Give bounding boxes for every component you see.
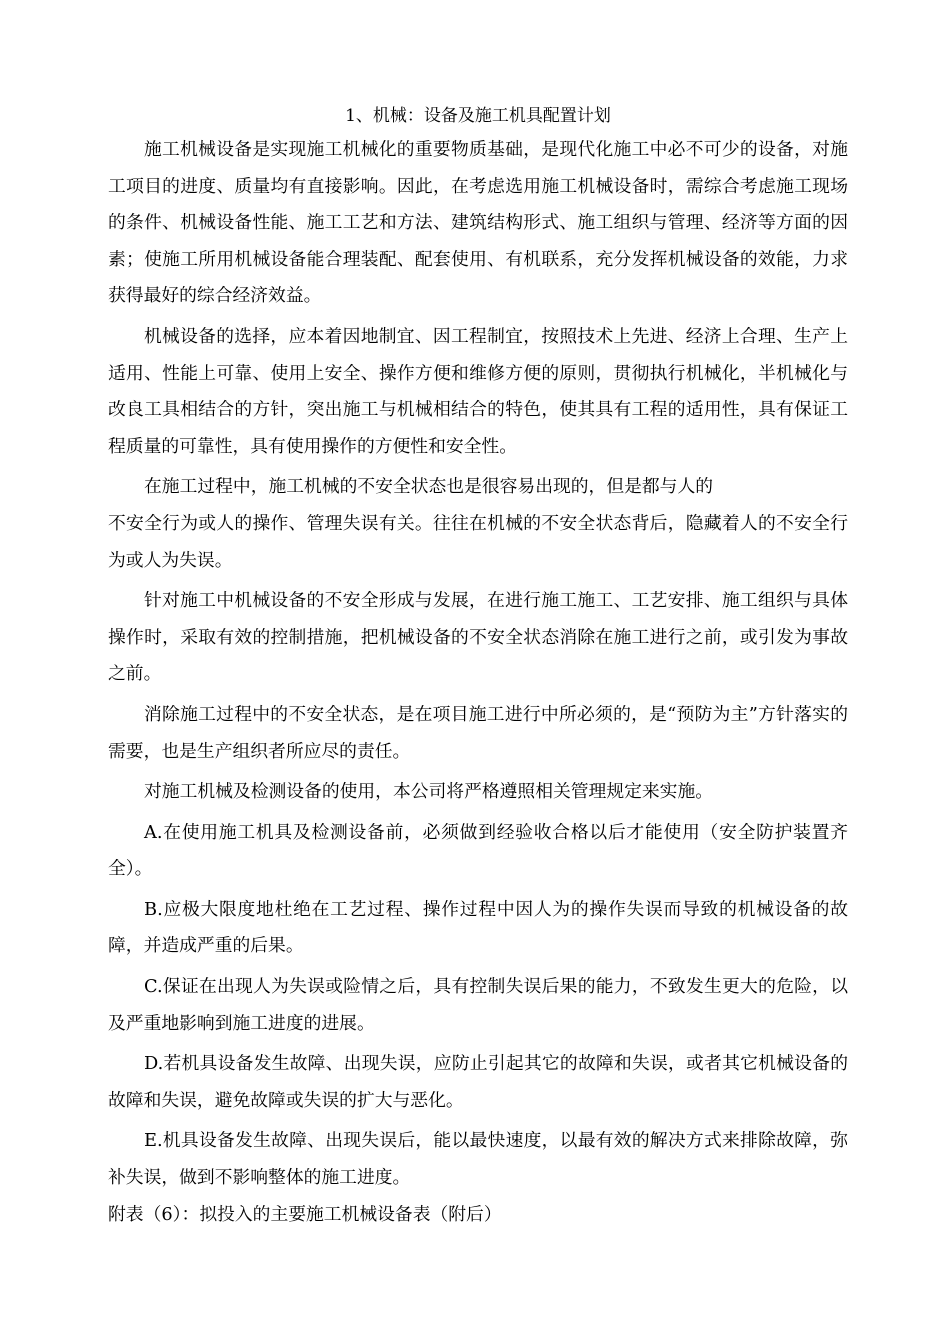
list-item-c: C.保证在出现人为失误或险情之后，具有控制失误后果的能力，不致发生更大的危险，以及严重地影响到施工进度的进展。 xyxy=(108,976,848,1034)
paragraph-unsafe-state-part1: 在施工过程中，施工机械的不安全状态也是很容易出现的，但是都与人的 xyxy=(144,476,714,498)
section-title: 1、机械：设备及施工机具配置计划 xyxy=(345,106,611,126)
list-item-e: E.机具设备发生故障、出现失误后，能以最快速度，以最有效的解决方式来排除故障，弥补失误，做到不影响整体的施工进度。 xyxy=(108,1130,848,1189)
paragraph-prevention: 消除施工过程中的不安全状态，是在项目施工进行中所必须的，是“预防为主”方针落实的需要，也是生产组织者所应尽的责任。 xyxy=(108,703,848,762)
paragraph-equipment-selection: 机械设备的选择，应本着因地制宜、因工程制宜，按照技术上先进、经济上合理、生产上适用、性能上可靠、使用上安全、操作方便和维修方便的原则，贯彻执行机械化，半机械化与改良工具相结合的方针，突出施工与机械相结合的特色，使其具有工程的适用性，具有保证工程质量的可靠性，具有使用操作的方便性和安全性。 xyxy=(108,325,848,457)
paragraph-equipment-importance: 施工机械设备是实现施工机械化的重要物质基础，是现代化施工中必不可少的设备，对施工项目的进度、质量均有直接影响。因此，在考虑选用施工机械设备时，需综合考虑施工现场的条件、机械设备性能、施工工艺和方法、建筑结构形式、施工组织与管理、经济等方面的因素；使施工所用机械设备能合理装配、配套使用、有机联系，充分发挥机械设备的效能，力求获得最好的综合经济效益。 xyxy=(108,139,848,307)
list-item-d: D.若机具设备发生故障、出现失误，应防止引起其它的故障和失误，或者其它机械设备的故障和失误，避免故障或失误的扩大与恶化。 xyxy=(108,1053,848,1111)
list-item-b: B.应极大限度地杜绝在工艺过程、操作过程中因人为的操作失误而导致的机械设备的故障，并造成严重的后果。 xyxy=(108,898,848,957)
list-item-a: A.在使用施工机具及检测设备前，必须做到经验收合格以后才能使用（安全防护装置齐全）。 xyxy=(108,821,848,880)
paragraph-usage-rules: 对施工机械及检测设备的使用，本公司将严格遵照相关管理规定来实施。 xyxy=(144,781,714,803)
paragraph-control-measures: 针对施工中机械设备的不安全形成与发展，在进行施工施工、工艺安排、施工组织与具体操作时，采取有效的控制措施，把机械设备的不安全状态消除在施工进行之前，或引发为事故之前。 xyxy=(108,590,848,685)
document-page xyxy=(108,100,848,1233)
paragraph-unsafe-state-part2: 不安全行为或人的操作、管理失误有关。往往在机械的不安全状态背后，隐藏着人的不安全行为或人为失误。 xyxy=(108,512,848,571)
appendix-note: 附表（6）：拟投入的主要施工机械设备表（附后） xyxy=(108,1203,502,1225)
